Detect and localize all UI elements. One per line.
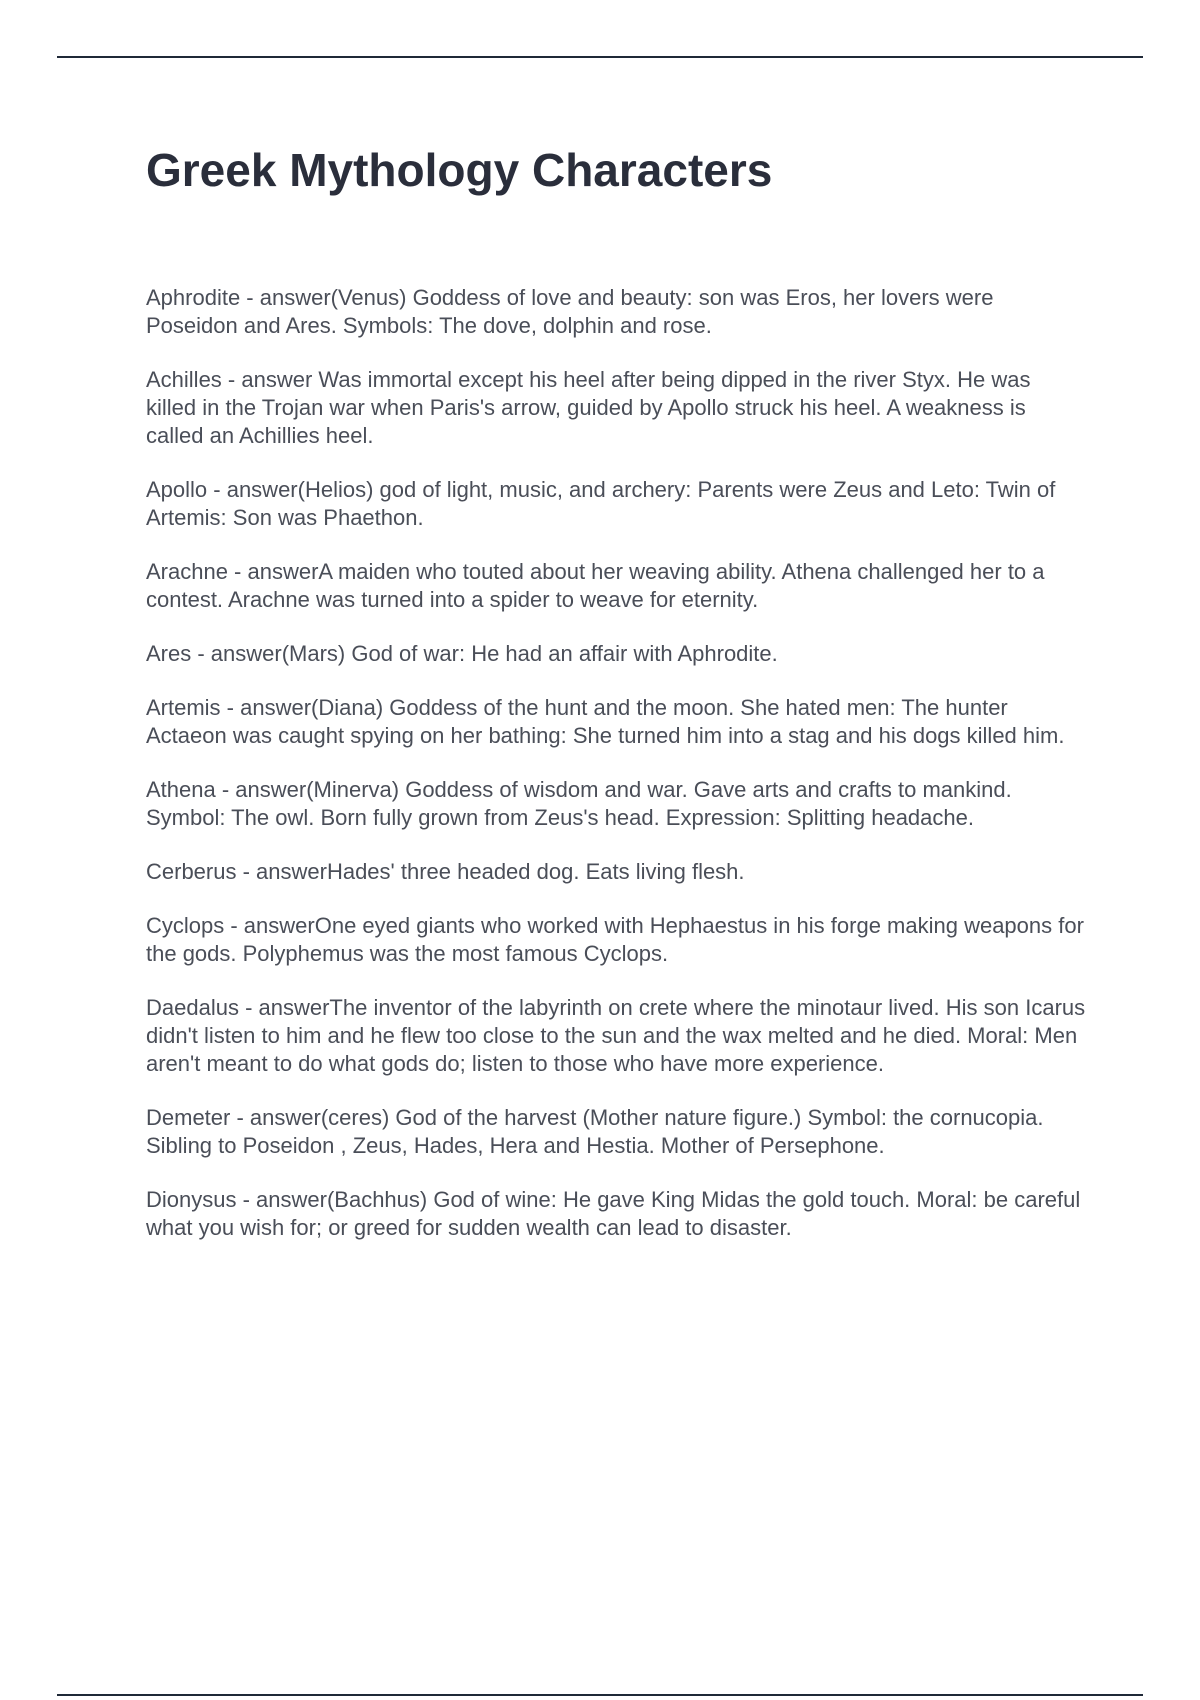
entry-daedalus: Daedalus - answerThe inventor of the labyrinth on crete where the minotaur lived. His son Icarus didn't listen to him and he flew too close to the sun and the wax melted and he died. Moral: Men aren't meant to do what gods do; listen to those who have more experience. [146,995,1086,1076]
entry-arachne: Arachne - answerA maiden who touted about her weaving ability. Athena challenged her to a contest. Arachne was turned into a spider to weave for eternity. [146,559,1045,612]
bottom-rule [57,1694,1143,1696]
entries-list [146,284,1086,1268]
page-title: Greek Mythology Characters [146,144,773,196]
entry-artemis: Artemis - answer(Diana) Goddess of the hunt and the moon. She hated men: The hunter Actaeon was caught spying on her bathing: She turned him into a stag and his dogs killed him. [146,695,1065,748]
top-rule [57,56,1143,58]
entry-apollo: Apollo - answer(Helios) god of light, music, and archery: Parents were Zeus and Leto: Twin of Artemis: Son was Phaethon. [146,477,1056,530]
entry-athena: Athena - answer(Minerva) Goddess of wisdom and war. Gave arts and crafts to mankind. Symbol: The owl. Born fully grown from Zeus's head. Expression: Splitting headache. [146,777,1012,830]
entry-aphrodite: Aphrodite - answer(Venus) Goddess of love and beauty: son was Eros, her lovers were Poseidon and Ares. Symbols: The dove, dolphin and rose. [146,285,994,338]
entry-achilles: Achilles - answer Was immortal except his heel after being dipped in the river Styx. He was killed in the Trojan war when Paris's arrow, guided by Apollo struck his heel. A weakness is called an Achillies heel. [146,367,1031,448]
entry-demeter: Demeter - answer(ceres) God of the harvest (Mother nature figure.) Symbol: the cornucopia. Sibling to Poseidon , Zeus, Hades, Hera and Hestia. Mother of Persephone. [146,1105,1044,1158]
entry-cerberus: Cerberus - answerHades' three headed dog. Eats living flesh. [146,859,745,884]
entry-dionysus: Dionysus - answer(Bachhus) God of wine: He gave King Midas the gold touch. Moral: be careful what you wish for; or greed for sudden wealth can lead to disaster. [146,1187,1081,1240]
entry-ares: Ares - answer(Mars) God of war: He had an affair with Aphrodite. [146,641,778,666]
entry-cyclops: Cyclops - answerOne eyed giants who worked with Hephaestus in his forge making weapons for the gods. Polyphemus was the most famous Cyclops. [146,913,1084,966]
